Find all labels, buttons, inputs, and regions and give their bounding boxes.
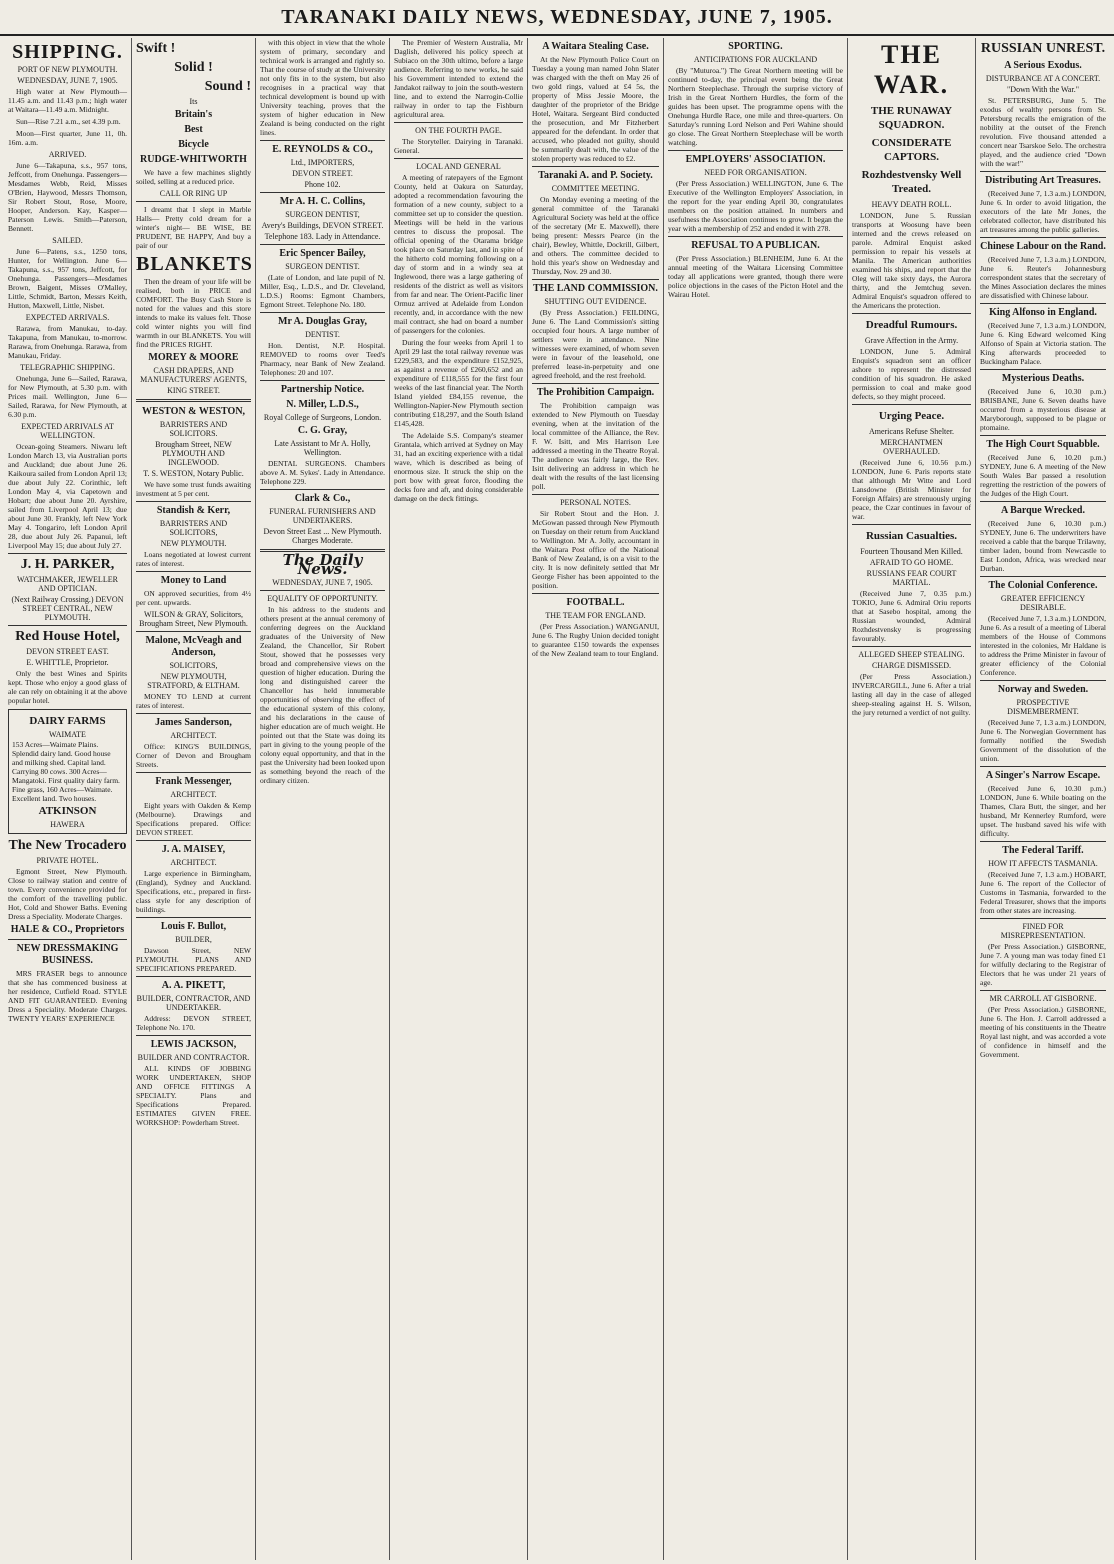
employers-text: (Per Press Association.) WELLINGTON, June 6. The Executive of the Wellington Employers' Association, in the report for the year ending April 30, congratulates members on the position attained. In numbers and usefulness the Association continues to grow. It began the year with a membership of 252 and ended it with 278. bbox=[668, 179, 843, 233]
column-sporting bbox=[664, 38, 848, 1560]
equality-heading: EQUALITY OF OPPORTUNITY. bbox=[267, 594, 378, 603]
call-ring-text: CALL OR RING UP bbox=[159, 189, 228, 198]
tariff-heading: The Federal Tariff. bbox=[1002, 845, 1084, 856]
unrest-title: RUSSIAN UNREST. bbox=[980, 41, 1106, 56]
misrep-text: (Per Press Association.) GISBORNE, June 7. A young man was today fined £1 for wilfully declaring to the Registrar of Electors that he was under 21 years of age. bbox=[980, 942, 1106, 987]
personal-heading: PERSONAL NOTES. bbox=[560, 498, 631, 507]
mails-heading: EXPECTED ARRIVALS AT WELLINGTON. bbox=[21, 422, 114, 440]
telegraphic-heading: TELEGRAPHIC SHIPPING. bbox=[20, 363, 115, 372]
page-columns bbox=[4, 38, 1110, 1560]
unrest-sub-3: "Down With the War." bbox=[1007, 85, 1079, 94]
messenger-name: Frank Messenger, bbox=[155, 776, 232, 787]
personal-text: Sir Robert Stout and the Hon. J. McGowan passed through New Plymouth on Tuesday on their return from Auckland to Wellington. Mr A. Jolly, accountant in the Waitara Post office of the National Bank of New Zealand, is on a visit to the city. It is now definitely settled that Mr George Fisher has been appointed to the position. bbox=[532, 509, 659, 590]
atkinson-place: HAWERA bbox=[50, 820, 85, 829]
sound-text: Sound ! bbox=[204, 79, 251, 94]
money-firm: WILSON & GRAY, Solicitors, Brougham Street, New Plymouth. bbox=[139, 610, 248, 628]
standish-text: Loans negotiated at lowest current rates of interest. bbox=[136, 550, 251, 568]
mysterious-text: (Received June 6, 10.30 p.m.) BRISBANE, June 6. Seven deaths have occurred from a mysterious disease at Maryborough, supposed to be plague or ptomaine. bbox=[980, 387, 1106, 432]
shipping-heading: SHIPPING. bbox=[12, 41, 123, 63]
weston-notary: T. S. WESTON, Notary Public. bbox=[143, 469, 244, 478]
malone-sub: SOLICITORS, bbox=[169, 661, 218, 670]
peace-sub: Americans Refuse Shelter. bbox=[868, 427, 955, 436]
gray-text: Hon. Dentist, N.P. Hospital. REMOVED to rooms over Teed's Pharmacy, near Bank of New Zealand. Telephones: 20 and 107. bbox=[260, 341, 385, 377]
maisey-sub: ARCHITECT. bbox=[170, 858, 217, 867]
distrib-heading: Distributing Art Treasures. bbox=[985, 175, 1101, 186]
stealing-heading: A Waitara Stealing Case. bbox=[542, 41, 649, 52]
arrived-text: June 6—Takapuna, s.s., 957 tons, Jeffcott, from Onehunga. Passengers—Mesdames Webb, Reid, Misses O'Brien, Haywood, Messrs Thomson, Sir Robert Stout, Rose, Moore, Hooper, Anderson. Kay, Kasper—Paterson Lewis. Smith—Paterson, Bennett. bbox=[8, 161, 127, 233]
cgray-name: C. G. Gray, bbox=[297, 425, 348, 436]
column-ads bbox=[132, 38, 256, 1560]
redhouse-text: Only the best Wines and Spirits kept. Those who enjoy a good glass of ale can rely on obtaining it at the above popular hotel. bbox=[8, 669, 127, 705]
redhouse-name: Red House Hotel, bbox=[15, 629, 120, 644]
escape-heading: A Singer's Narrow Escape. bbox=[985, 770, 1101, 781]
cgray-sub: Late Assistant to Mr A. Holly, Wellington. bbox=[274, 439, 371, 457]
maisey-text: Large experience in Birmingham, (England), Sydney and Auckland. Specifications, etc., prepared in first-class style for any description of buildings. bbox=[136, 869, 251, 914]
reynolds-name: E. REYNOLDS & CO., bbox=[272, 144, 373, 155]
dressmaking-name: NEW DRESSMAKING BUSINESS. bbox=[16, 943, 119, 966]
tariff-text: (Received June 7, 1.3 a.m.) HOBART, June 6. The report of the Collector of Customs in Tasmania, forwarded to the Federal Treasurer, shows that the imports from other states are increasing. bbox=[980, 870, 1106, 915]
reynolds-sub: Ltd., IMPORTERS, bbox=[290, 158, 355, 167]
equality-text: In his address to the students and others present at the annual ceremony of conferring degrees on the Auckland graduates of the University of New Zealand, the Chancellor, Sir Robert Stout, showed that he possesses very broad and comprehensive views on the question of higher education. During the long and distinguished career the Chancellor has held innumerable opportunities of observing the effect of the educational system of this colony, and his declarations in the cause of higher education are of much weight. He pointed out that the State was doing its part in giving to the young people of the colony equal opportunity, and that in the past the University had been looked upon as something beyond the reach of the ordinary citizen. bbox=[260, 605, 385, 785]
football-text: (Per Press Association.) WANGANUI, June 6. The Rugby Union decided tonight to guarantee £150 towards the expenses of the New Zealand team to tour England. bbox=[532, 622, 659, 658]
masthead bbox=[0, 0, 1114, 36]
blankets-heading: BLANKETS bbox=[136, 253, 253, 275]
column-shipping bbox=[4, 38, 132, 1560]
telegraphic-text: Onehunga, June 6—Sailed, Rarawa, for New Plymouth, at 5.30 p.m. with Prices mail. Wellington, June 6—Sailed, Rarawa, for New Plymouth, at 6.30 p.m. bbox=[8, 374, 127, 419]
rudge-desc: We have a few machines slightly soiled, selling at a reduced price. bbox=[136, 168, 251, 186]
sporting-sub: ANTICIPATIONS FOR AUCKLAND bbox=[693, 55, 818, 64]
colonial-text: (Received June 7, 1.3 a.m.) LONDON, June 6. As a result of a meeting of Liberal members of the House of Commons interested in the colonies, Mr Haldane is to address the Prime Minister in favour of greater efficiency of the Colonial Conference. bbox=[980, 614, 1106, 677]
rumours-heading: Dreadful Rumours. bbox=[865, 319, 958, 331]
rudge-text: RUDGE-WHITWORTH bbox=[140, 154, 247, 165]
tide-text: High water at New Plymouth—11.45 a.m. and 11.43 p.m.; high water at Waitara—11.49 a.m. Midnight. bbox=[8, 87, 127, 114]
parker-name: J. H. PARKER, bbox=[20, 557, 115, 572]
column-war bbox=[848, 38, 976, 1560]
sanderson-sub: ARCHITECT. bbox=[170, 731, 217, 740]
reynolds-phone: Phone 102. bbox=[304, 180, 341, 189]
prohibition-text: The Prohibition campaign was extended to New Plymouth on Tuesday evening, when at the invitation of the local committee of the Alliance, the Rev. F. W. Isitt, and Mrs Harrison Lee addressed a meeting in the Theatre Royal. The audience was fairly large, the Rev. Isitt delivering an address in which he dealt with the results of the last licensing poll. bbox=[532, 401, 659, 491]
britains-text: Britain's bbox=[174, 109, 213, 120]
messenger-sub: ARCHITECT. bbox=[170, 790, 217, 799]
pikett-sub: BUILDER, CONTRACTOR, AND UNDERTAKER. bbox=[136, 994, 251, 1012]
casualties-text: (Received June 7, 0.35 p.m.) TOKIO, June 6. Admiral Oriu reports that at Sasebo hospital, among the Russian wounded, Admiral Rozhdestvensky is progressing favourably. bbox=[852, 589, 971, 643]
unrest-text: St. PETERSBURG, June 5. The exodus of wealthy persons from St. Petersburg recalls the emigration of the nobility at the outset of the French revolution. Five thousand attended a concert near Tsarskoe Selo. The orchestra played, and the audience cried "Down with the war!" bbox=[980, 96, 1106, 168]
clark-name: Clark & Co., bbox=[294, 493, 351, 504]
local-text-2: During the four weeks from April 1 to April 29 last the total railway revenue was £229,583, and the expenditure £152,925, as against a revenue of £260,652 and an expenditure of £118,555 for the first four weeks of the last financial year. The North Island yielded £84,155 revenue, the Wellington-Napier-New Plymouth section contributing £18,297, and the South Island £145,428. bbox=[394, 338, 523, 428]
parker-trade: WATCHMAKER, JEWELLER AND OPTICIAN. bbox=[17, 575, 118, 593]
dressmaking-text: MRS FRASER begs to announce that she has commenced business at her residence, Cutfield Road. STYLE AND FIT GUARANTEED. Evening Dress a Speciality. Moderate Charges. TWENTY YEARS' EXPERIENCE bbox=[8, 969, 127, 1023]
mails-text: Ocean-going Steamers. Niwaru left London March 13, via Australian ports and Auckland; due about June 26. Kaikoura sailed from London April 13; due about July 22. Corinthic, left London May 4, via Capetown and Hobart; due about June 20. Ayrshire, sailed from Liverpool April 13; due about June 30. Frankly, left New York May 4. Tongariro, left London April 28, due about July 26. Papanui, left Liverpool May 15; due about July 27. bbox=[8, 442, 127, 550]
money-heading: Money to Land bbox=[160, 575, 227, 586]
fourth-page-text: The Storyteller. Dairying in Taranaki. General. bbox=[394, 137, 523, 155]
arrived-heading: ARRIVED. bbox=[48, 150, 87, 159]
money-text: ON approved securities, from 4½ per cent. upwards. bbox=[136, 589, 251, 607]
sheep-text: (Per Press Association.) INVERCARGILL, June 6. After a trial lasting all day in the case of alleged sheep-stealing against H. S. Wilson, the jury returned a verdict of not guilty. bbox=[852, 672, 971, 717]
unrest-sub-2: DISTURBANCE AT A CONCERT. bbox=[985, 74, 1101, 83]
collins-address: Avery's Buildings, DEVON STREET. bbox=[261, 221, 384, 230]
local-heading: LOCAL AND GENERAL bbox=[416, 162, 501, 171]
moon-text: Moon—First quarter, June 11, 0h. 16m. a.m. bbox=[8, 129, 127, 147]
expected-heading: EXPECTED ARRIVALS. bbox=[25, 313, 110, 322]
war-sub-1: THE RUNAWAY SQUADRON. bbox=[870, 105, 953, 131]
gray-name: Mr A. Douglas Gray, bbox=[278, 316, 367, 327]
war-sub-3: Rozhdestvensky Well Treated. bbox=[861, 169, 962, 195]
bailey-text: (Late of London, and late pupil of N. Miller, Esq., L.D.S., and Dr. Cleveland, L.D.S.) Rooms: Egmont Chambers, Egmont Street. Telephone No. 180. bbox=[260, 273, 385, 309]
clark-address: Devon Street East ... New Plymouth. Charges Moderate. bbox=[263, 527, 382, 545]
casualties-sub-3: RUSSIANS FEAR COURT MARTIAL. bbox=[866, 569, 957, 587]
morey-sub: CASH DRAPERS, AND MANUFACTURERS' AGENTS, bbox=[140, 366, 247, 384]
partnership-heading: Partnership Notice. bbox=[280, 384, 365, 395]
unrest-sub: A Serious Exodus. bbox=[1004, 60, 1082, 71]
trocadero-sub: PRIVATE HOTEL. bbox=[36, 856, 99, 865]
weston-address: Brougham Street, NEW PLYMOUTH AND INGLEWOOD. bbox=[155, 440, 232, 467]
collins-name: Mr A. H. C. Collins, bbox=[279, 196, 366, 207]
local-text: A meeting of ratepayers of the Egmont County, held at Oakura on Saturday, adopted a recommendation favouring the formation of a new county, subject to a committee set up to consider the question. Meetings will be held in the various centres to discuss the proposal. The official opening of the Otarama bridge took place on Saturday last, and in spite of the hitherto cold morning following on a day of storm and in a windy sea at Inglewood, there was a large gathering of residents of the district as well as visitors from far and near. The Orient-Pacific liner Ormuz arrived at Adelaide from London recently, and, in accordance with the new mail contract, she had on board a number of passengers for the colonies. bbox=[394, 173, 523, 335]
war-title: THE WAR. bbox=[873, 40, 950, 99]
ta-heading: Taranaki A. and P. Society. bbox=[538, 170, 653, 181]
sheep-heading: ALLEGED SHEEP STEALING. bbox=[858, 650, 965, 659]
blankets-text: Then the dream of your life will be realised, both in PRICE and COMFORT. The Busy Cash Store is noted for the values and this store intends to make its values felt. Those cold winter nights you will find warmth in our BLANKETS. You will find the PRICES RIGHT. bbox=[136, 277, 251, 349]
jackson-text: ALL KINDS OF JOBBING WORK UNDERTAKEN, SHOP AND OFFICE FITTINGS A SPECIALTY. Plans and Specifications Prepared. ESTIMATES GIVEN FREE. WORKSHOP: Powderham Street. bbox=[136, 1064, 251, 1127]
colonial-heading: The Colonial Conference. bbox=[988, 580, 1098, 591]
morey-name: MOREY & MOORE bbox=[148, 352, 239, 363]
column-editorial bbox=[256, 38, 390, 1560]
dairy-text: 153 Acres—Waimate Plains. Splendid dairy land. Good house and milking shed. Capital land. Carrying 80 cows. 300 Acres—Mangatoki. First quality dairy farm. Fine grass, 160 Acres—Waimate. Excellent land. Two houses. bbox=[12, 740, 120, 803]
trocadero-name: The New Trocadero bbox=[8, 838, 127, 853]
court-text: (Received June 6, 10.20 p.m.) SYDNEY, June 6. A meeting of the New South Wales Bar passed a resolution regretting the restriction of the powers of the Judges of the High Court. bbox=[980, 453, 1106, 498]
casualties-sub-2: AFRAID TO GO HOME. bbox=[869, 558, 954, 567]
pikett-name: A. A. PIKETT, bbox=[161, 980, 226, 991]
colonial-sub: GREATER EFFICIENCY DESIRABLE. bbox=[1000, 594, 1086, 612]
employers-sub: NEED FOR ORGANISATION. bbox=[704, 168, 807, 177]
king-text: (Received June 7, 1.3 a.m.) LONDON, June 6. King Edward welcomed King Alfonso of Spain at Victoria station. The King afterwards proceeded to Buckingham Palace. bbox=[980, 321, 1106, 366]
bailey-name: Eric Spencer Bailey, bbox=[279, 248, 366, 259]
swift-text: Swift ! bbox=[136, 41, 176, 56]
war-sub-4: HEAVY DEATH ROLL. bbox=[871, 200, 952, 209]
sanderson-address: Office: KING'S BUILDINGS, Corner of Devon and Brougham Streets. bbox=[136, 742, 251, 769]
ta-sub: COMMITTEE MEETING. bbox=[551, 184, 640, 193]
land-text: (By Press Association.) FEILDING, June 6. The Land Commission's sitting occupied four hours. A large number of settlers were in attendance. Nine witnesses were examined, of whom seven were in favour of the leasehold, one preferred lease-in-perpetuity and one agreed freehold, and the rest freehold. bbox=[532, 308, 659, 380]
dairy-place: WAIMATE bbox=[49, 730, 86, 739]
morey-address: KING STREET. bbox=[167, 386, 220, 395]
solid-text: Solid ! bbox=[174, 60, 213, 75]
maisey-name: J. A. MAISEY, bbox=[161, 844, 226, 855]
barque-text: (Received June 6, 10.30 p.m.) SYDNEY, June 6. The underwriters have received a cable that the barque Trilawny, timber laden, bound from Newcastle to East London, Africa, was wrecked near Durban. bbox=[980, 519, 1106, 573]
reynolds-address: DEVON STREET. bbox=[292, 169, 353, 178]
expected-text: Rarawa, from Manukau, to-day. Takapuna, from Manukau, to-morrow. Rarawa, from Onehunga. Rarawa, from Manukau, Friday. bbox=[8, 324, 127, 360]
sporting-text: (By "Muturoa.") The Great Northern meeting will be continued to-day, the principal event being the Great Northern Steeplechase. Through the surprise victory of Irish in the Great Northern Hurdles, the form of the guides has been upset. The programme opens with the Onehunga Hurdle Race, one mile and three-quarters. On Saturday's running Lord Nelson and Peri Wahine should go close. The Great Northern Steeplechase will be worth watching. bbox=[668, 66, 843, 147]
column-local bbox=[390, 38, 528, 1560]
tariff-sub: HOW IT AFFECTS TASMANIA. bbox=[988, 859, 1098, 868]
sanderson-name: James Sanderson, bbox=[155, 717, 232, 728]
gray-sub: DENTIST. bbox=[305, 330, 340, 339]
column-cables bbox=[976, 38, 1110, 1560]
dairy-name: DAIRY FARMS bbox=[29, 715, 106, 727]
daily-news-title: The Daily News. bbox=[282, 551, 363, 578]
column-news bbox=[528, 38, 664, 1560]
barque-heading: A Barque Wrecked. bbox=[1001, 505, 1085, 516]
publican-text: (Per Press Association.) BLENHEIM, June 6. At the annual meeting of the Waitara Licensing Committee today all applications were granted, though there were police objections in the cases of the Picton Hotel and the Wairau Hotel. bbox=[668, 254, 843, 299]
col4-intro: The Premier of Western Australia, Mr Daglish, delivered his policy speech at Subiaco on the 30th ultimo, before a large audience. Referring to new works, he said his Government intended to extend the Jandakot railway to join the south-western line, and to extend the Narrogin-Collie railway in order to tap the Fishburn agricultural area. bbox=[394, 38, 523, 119]
land-sub: SHUTTING OUT EVIDENCE. bbox=[544, 297, 647, 306]
norway-sub: PROSPECTIVE DISMEMBERMENT. bbox=[1007, 698, 1079, 716]
jackson-name: LEWIS JACKSON, bbox=[150, 1039, 237, 1050]
trocadero-text: Egmont Street, New Plymouth. Close to railway station and centre of town. Every convenience provided for the comfort of the travelling public. Hot, Cold and Shower Baths. Evening Dress a Speciality. Moderate Charges. bbox=[8, 867, 127, 921]
king-heading: King Alfonso in England. bbox=[989, 307, 1097, 318]
football-heading: FOOTBALL. bbox=[566, 597, 625, 608]
chinese-heading: Chinese Labour on the Rand. bbox=[980, 241, 1106, 252]
miller-name: N. Miller, L.D.S., bbox=[286, 399, 359, 410]
malone-name: Malone, McVeagh and Anderson, bbox=[145, 635, 242, 658]
rumours-text: LONDON, June 5. Admiral Enquist's squadron sent an officer ashore to represent the distressed condition of his squadron. He asked permission to coal and make good defects, so they might proceed. bbox=[852, 347, 971, 401]
misrep-heading: FINED FOR MISREPRESENTATION. bbox=[1000, 922, 1086, 940]
standish-address: NEW PLYMOUTH. bbox=[160, 539, 227, 548]
distrib-text: (Received June 7, 1.3 a.m.) LONDON, June 6. In order to avoid litigation, the executors of the late Mr Jones, the celebrated collector, have distributed his art treasures among the public galleries. bbox=[980, 189, 1106, 234]
messenger-text: Eight years with Oakden & Kemp (Melbourne). Drawings and Specifications prepared. Office: DEVON STREET. bbox=[136, 801, 251, 837]
miller-sub: Royal College of Surgeons, London. bbox=[263, 413, 382, 422]
peace-heading: Urging Peace. bbox=[878, 410, 945, 422]
its-text: Its bbox=[189, 97, 198, 106]
sheep-sub: CHARGE DISMISSED. bbox=[871, 661, 952, 670]
malone-address: NEW PLYMOUTH, STRATFORD, & ELTHAM. bbox=[147, 672, 240, 690]
weston-text: We have some trust funds awaiting investment at 5 per cent. bbox=[136, 480, 251, 498]
casualties-heading: Russian Casualties. bbox=[865, 530, 958, 542]
casualties-sub: Fourteen Thousand Men Killed. bbox=[860, 547, 963, 556]
bullot-sub: BUILDER, bbox=[175, 935, 212, 944]
fourth-page-heading: ON THE FOURTH PAGE. bbox=[415, 126, 502, 135]
col3-intro: with this object in view that the whole system of primary, secondary and technical work is arranged and rightly so. That the course of study at the University not only fits in to the system, but also recognises in a practical way that technical development is bound up with University teaching, proves that the system of higher education in New Zealand is being conducted on the right lines. bbox=[260, 38, 385, 137]
stealing-text: At the New Plymouth Police Court on Tuesday a young man named John Slater was charged with the theft on May 26 of two gold rings, valued at £4 5s, the property of Miss Jessie Moore, the daughter of the proprietor of the Bridge Hotel, Waitara. Sergeant Bird conducted the prosecution, and Mr Fitzherbert appeared for the defendant. In order that accused, who pleaded not guilty, should be summarily dealt with, the value of the stolen property was reduced to £2. bbox=[532, 55, 659, 163]
collins-sub: SURGEON DENTIST, bbox=[285, 210, 360, 219]
escape-text: (Received June 6, 10.30 p.m.) LONDON, June 6. While boating on the Thames, Clara Butt, the singer, and her husband, Mr Kennerley Rumford, were upset. The husband saved his wife with difficulty. bbox=[980, 784, 1106, 838]
atkinson-name: ATKINSON bbox=[38, 805, 97, 817]
peace-sub-2: MERCHANTMEN OVERHAULED. bbox=[880, 438, 943, 456]
weston-name: WESTON & WESTON, bbox=[141, 406, 246, 417]
collins-phone: Telephone 183. Lady in Attendance. bbox=[264, 232, 381, 241]
football-sub: THE TEAM FOR ENGLAND. bbox=[545, 611, 646, 620]
pikett-text: Address: DEVON STREET, Telephone No. 170. bbox=[136, 1014, 251, 1032]
sun-text: Sun—Rise 7.21 a.m., set 4.39 p.m. bbox=[16, 117, 121, 126]
date-line: WEDNESDAY, JUNE 7, 1905. bbox=[17, 76, 118, 85]
carroll-text: (Per Press Association.) GISBORNE, June 6. The Hon. J. Carroll addressed a meeting of his constituents in the Theatre Royal last night, and was accorded a vote of confidence in himself and the Government. bbox=[980, 1005, 1106, 1059]
redhouse-address: DEVON STREET EAST. bbox=[26, 647, 109, 656]
malone-text: MONEY TO LEND at current rates of interest. bbox=[136, 692, 251, 710]
clark-sub: FUNERAL FURNISHERS AND UNDERTAKERS. bbox=[269, 507, 376, 525]
war-sub-2: CONSIDERATE CAPTORS. bbox=[871, 137, 952, 163]
bullot-text: Dawson Street, NEW PLYMOUTH. PLANS AND SPECIFICATIONS PREPARED. bbox=[136, 946, 251, 973]
war-text: LONDON, June 5. Russian transports at Woosung have been interned and the crews released on parole. Admiral Enquist asked permission to repair his vessels at Manila. The American authorities examined his ships, and report that the Oleg will take sixty days, the Aurora thirty, and the Jemtchug seven. Admiral Enquist's squadron offered to the Americans the protection. bbox=[852, 211, 971, 310]
sailed-text: June 6—Patens, s.s., 1250 tons, Hunter, for Wellington. June 6—Takapuna, s.s., 957 tons, Jeffcott, for Onehunga. Passengers—Mesdames Brown, Baigent, Misses O'Malley, Little, Schmidt, Barton, Messrs Keith, Hutton, Maxwell, Little, Nisbet. bbox=[8, 247, 127, 310]
norway-text: (Received June 7, 1.3 a.m.) LONDON, June 6. The Norwegian Government has formally notified the Swedish Government of the dissolution of the union. bbox=[980, 718, 1106, 763]
standish-name: Standish & Kerr, bbox=[156, 505, 231, 516]
bicycle-text: Bicycle bbox=[178, 139, 209, 150]
prohibition-heading: The Prohibition Campaign. bbox=[536, 387, 655, 398]
best-text: Best bbox=[184, 124, 203, 135]
bullot-name: Louis F. Bullot, bbox=[160, 921, 227, 932]
rumours-sub: Grave Affection in the Army. bbox=[864, 336, 959, 345]
redhouse-proprietor: E. WHITTLE, Proprietor. bbox=[26, 658, 109, 667]
sailed-heading: SAILED. bbox=[52, 236, 83, 245]
weston-sub: BARRISTERS AND SOLICITORS. bbox=[159, 420, 228, 438]
poem-text: I dreamt that I slept in Marble Halls— Pretty cold dream for a winter's night— BE WISE, BE PRUDENT, BE HAPPY, And buy a pair of our bbox=[136, 205, 251, 250]
dairy-farms-ad bbox=[8, 709, 127, 834]
standish-sub: BARRISTERS AND SOLICITORS, bbox=[159, 519, 228, 537]
local-text-3: The Adelaide S.S. Company's steamer Grantala, which arrived at Sydney on May 31, had an exciting experience with a tidal wave, which is described as being of enormous size. It struck the ship on the port bow with great force, flooding the decks fore and aft, and doing considerable damage on the deck fittings. bbox=[394, 431, 523, 503]
newspaper-title: TARANAKI DAILY NEWS, WEDNESDAY, JUNE 7, 1905. bbox=[281, 6, 833, 28]
land-heading: THE LAND COMMISSION. bbox=[533, 283, 658, 294]
ta-text: On Monday evening a meeting of the general committee of the Taranaki Agricultural Society was held at the office of the secretary (Mr E. Maxwell), there being present: Messrs Pearce (in the chair), Bewley, Whittle, Dockrill, Gilbert, and others. The committee decided to hold this year's show on Wednesday and Thursday, Nov. 29 and 30. bbox=[532, 195, 659, 276]
cgray-text: DENTAL SURGEONS. Chambers above A. M. Sykes'. Lady in Attendance. Telephone 229. bbox=[260, 459, 385, 486]
peace-text: (Received June 6, 10.56 p.m.) LONDON, June 6. Paris reports state that although Mr Witte and Lord Lansdowne (British Minister for Foreign Affairs) are strenuously urging peace, the Czar continues in favour of war. bbox=[852, 458, 971, 521]
carroll-heading: MR CARROLL AT GISBORNE. bbox=[989, 994, 1097, 1003]
chinese-text: (Received June 7, 1.3 a.m.) LONDON, June 6. Reuter's Johannesburg correspondent states that the secretary of the Mines Association declares the mines are dissatisfied with Chinese labour. bbox=[980, 255, 1106, 300]
sporting-heading: SPORTING. bbox=[728, 41, 783, 52]
court-heading: The High Court Squabble. bbox=[986, 439, 1100, 450]
publican-heading: REFUSAL TO A PUBLICAN. bbox=[691, 240, 820, 251]
bailey-sub: SURGEON DENTIST. bbox=[285, 262, 360, 271]
mysterious-heading: Mysterious Deaths. bbox=[1001, 373, 1085, 384]
employers-heading: EMPLOYERS' ASSOCIATION. bbox=[685, 154, 826, 165]
norway-heading: Norway and Sweden. bbox=[997, 684, 1089, 695]
daily-news-date: WEDNESDAY, JUNE 7, 1905. bbox=[272, 578, 373, 587]
port-line: PORT OF NEW PLYMOUTH. bbox=[17, 65, 118, 74]
parker-address: (Next Railway Crossing.) DEVON STREET CENTRAL, NEW PLYMOUTH. bbox=[11, 595, 124, 622]
jackson-sub: BUILDER AND CONTRACTOR. bbox=[137, 1053, 250, 1062]
hale-line: HALE & CO., Proprietors bbox=[10, 924, 125, 935]
